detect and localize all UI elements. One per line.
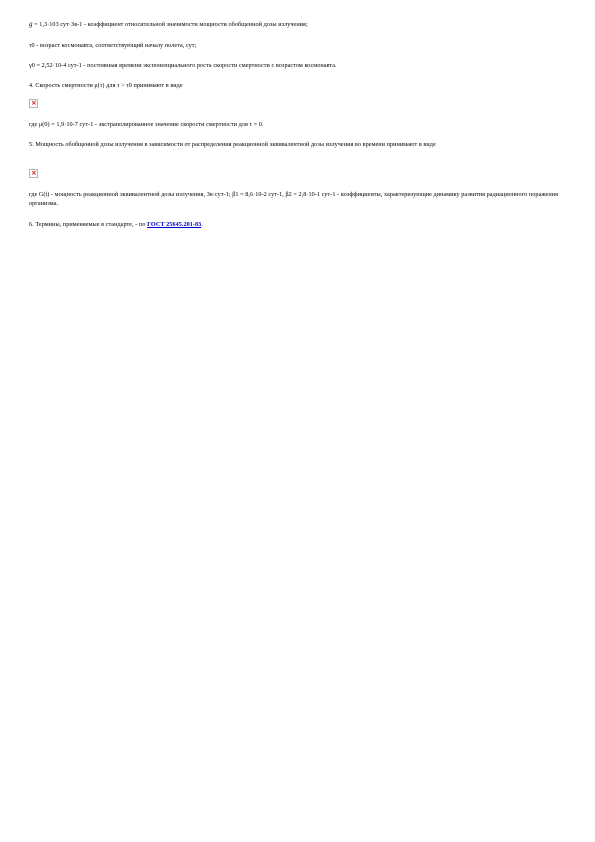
- paragraph-extrapolated-mortality: где μ(0) = 1,9·10-7 сут-1 - экстраполированное значение скорости смертности для τ = 0.: [29, 121, 264, 128]
- broken-image-icon: [29, 169, 38, 178]
- terms-prefix: 6. Термины, применяемые в стандарте, - по: [29, 221, 148, 228]
- broken-image-mark: ×: [31, 169, 37, 177]
- broken-image-mark: ×: [31, 99, 37, 107]
- broken-image-icon: [29, 99, 38, 108]
- paragraph-significance-coefficient: [29, 20, 569, 30]
- paragraph-text: = 1,3·103 сут·Зв-1 - коэффициент относительной значимости мощности обобщенной дозы излучения;: [32, 21, 308, 28]
- paragraph-cosmonaut-age: τ0 - возраст космонавта, соответствующий началу полета, сут;: [29, 42, 197, 49]
- paragraph-dose-rate-heading: 5. Мощность обобщенной дозы излучения в зависимости от распределения реакционной эквивалентной дозы излучения во времени принимают в виде: [29, 141, 436, 148]
- terms-suffix: .: [201, 221, 203, 228]
- paragraph-terms: [29, 221, 569, 230]
- paragraph-mortality-rate-heading: 4. Скорость смертности μ(τ) для τ > τ0 принимают в виде: [29, 82, 183, 89]
- paragraph-time-constant: γ0 = 2,52·10-4 сут-1 - постоянная времени экспоненциального роста скорости смертности с возрастом космонавта.: [29, 62, 337, 69]
- symbol-g: g: [29, 20, 33, 28]
- gost-link[interactable]: ГОСТ 25645.201-83: [147, 221, 202, 228]
- paragraph-reaction-dose: где G(t) - мощность реакционной эквивалентной дозы излучения, Зв·сут-1; β1 = 8,6·10-2 сут-1, β2 = 2,8·10-1 сут-1 - коэффициенты, характеризующие динамику развития радиационного поражения организма.: [29, 191, 558, 207]
